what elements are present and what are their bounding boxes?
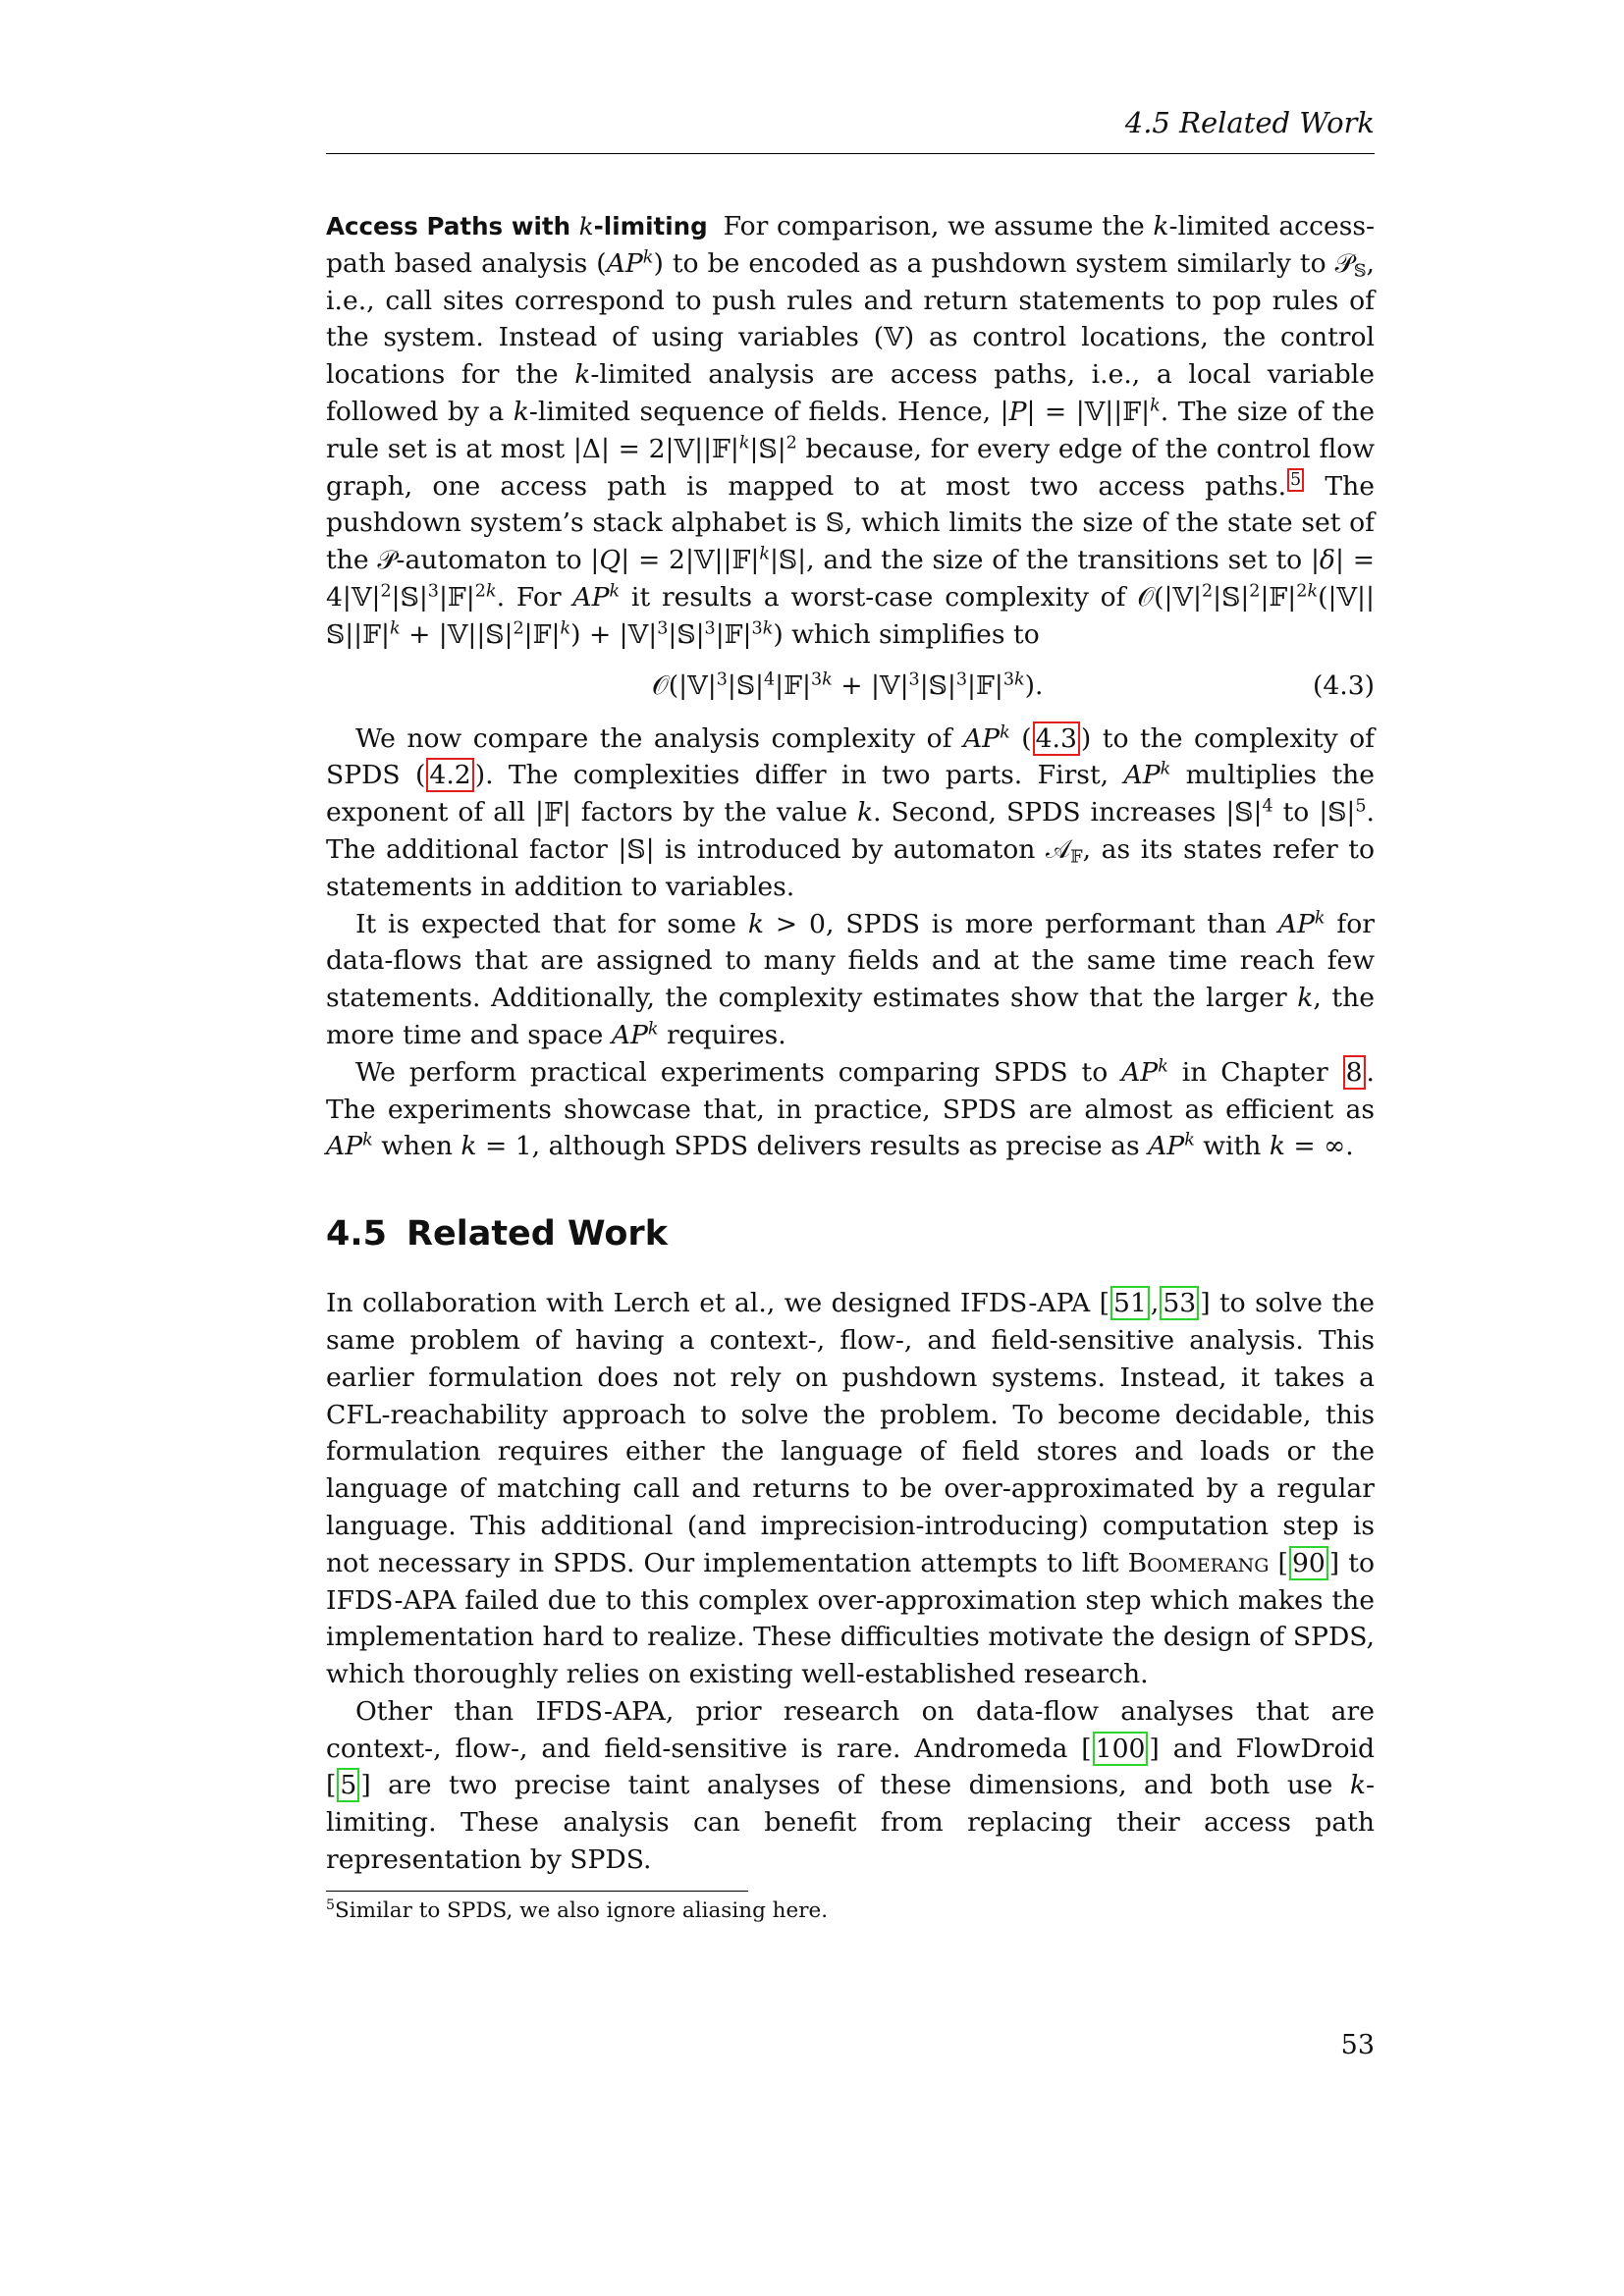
eq-ref-4-2[interactable]: 4.2	[426, 758, 473, 792]
equation-number: (4.3)	[1312, 669, 1375, 701]
paragraph-experiments: We perform practical experiments comparing SPDS to $AP^k$ in Chapter 8 . The experiments showcase that, in practice, SPDS are almost as efficient as $AP^k$ when k = 1, although SPDS delivers results as precise as $AP^k$ with k = ∞.	[326, 1056, 1375, 1162]
running-header: 4.5 Related Work	[1124, 106, 1375, 139]
citation-5[interactable]: 5	[337, 1768, 359, 1802]
paragraph-compare: We now compare the analysis complexity of $AP^k$ ( 4.3 ) to the complexity of SPDS ( 4.2 ). The complexities differ in two parts. First, $AP^k$ multiplies the exponent of all |𝔽| factors by the value k. Second, SPDS increases $|𝕊|^4$ to $|𝕊|^5$. The additional factor |𝕊| is introduced by automaton 𝒜$_𝔽$, as its states refer to statements in addition to variables.	[326, 721, 1376, 902]
footnote-text: Similar to SPDS, we also ignore aliasing here.	[335, 1898, 829, 1923]
footnote-rule	[326, 1891, 748, 1892]
equation-4-3	[326, 667, 1375, 707]
page-number: 53	[1340, 2030, 1375, 2060]
footnote	[326, 1896, 828, 1926]
citation-90[interactable]: 90	[1289, 1546, 1328, 1580]
eq-ref-4-3[interactable]: 4.3	[1033, 721, 1080, 756]
section-title: Related Work	[406, 1214, 668, 1255]
footnote-mark: 5	[326, 1897, 336, 1914]
section-heading	[326, 1212, 1375, 1255]
paragraph-related-1: In collaboration with Lerch et al., we designed IFDS-APA [ 51 , 53 ] to solve the same problem of having a context-, flow-, and field-sensitive analysis. This earlier formulation does not rely on pushdown systems. Instead, it takes a CFL-reachability approach to solve the problem. To become decidable, this formulation requires either the language of field stores and loads or the language of matching call and returns to be over-approximated by a regular language. This additional (and imprecision-introducing) computation step is not necessary in SPDS. Our implementation attempts to lift Boomerang [ 90 ] to IFDS-APA failed due to this complex over-approximation step which makes the implementation hard to realize. These difficulties motivate the design of SPDS, which thoroughly relies on existing well-established research.	[326, 1288, 1375, 1690]
paragraph-related-2: Other than IFDS-APA, prior research on data-flow analyses that are context-, flow-, and field-sensitive is rare. Andromeda [ 100 ] and FlowDroid [ 5 ] are two precise taint analyses of these dimensions, and both use k-limiting. These analysis can benefit from replacing their access path representation by SPDS.	[326, 1695, 1375, 1876]
header-rule	[326, 153, 1375, 154]
citation-53[interactable]: 53	[1160, 1286, 1199, 1320]
runin-heading: Access Paths with k-limiting	[326, 212, 708, 240]
section-number: 4.5	[326, 1214, 388, 1255]
equation-body: $𝒪(|𝕍|^3|𝕊|^4|𝔽|^{3k}$ + $|𝕍|^3|𝕊|^3|𝔽|^{3k}$).	[652, 668, 1044, 701]
chapter-ref-8[interactable]: 8	[1343, 1055, 1366, 1090]
paragraph-access-paths: Access Paths with k-limiting For comparison, we assume the k-limited access-path based analysis $(AP^k)$ to be encoded as a pushdown system similarly to 𝒫$_𝕊$, i.e., call sites correspond to push rules and return statements to pop rules of the system. Instead of using variables (𝕍) as control locations, the control locations for the k-limited analysis are access paths, i.e., a local variable followed by a k-limited sequence of fields. Hence, $|P| = |𝕍||𝔽|^k$. The size of the rule set is at most $|\Delta| = 2|𝕍||𝔽|^k|𝕊|^2$ because, for every edge of the control flow graph, one access path is mapped to at most two access paths. $^5$ The pushdown system’s stack alphabet is 𝕊, which limits the size of the state set of the 𝒫-automaton to $|Q| = 2|𝕍||𝔽|^k|𝕊|$, and the size of the transitions set to $|\delta| = 4|𝕍|^2|𝕊|^3|𝔽|^{2k}$. For $AP^k$ it results a worst-case complexity of $𝒪(|𝕍|^2|𝕊|^2|𝔽|^{2k}(|𝕍||𝕊||𝔽|^k$ + $|𝕍||𝕊|^2|𝔽|^k$) + $|𝕍|^3|𝕊|^3|𝔽|^{3k}$) which simplifies to	[326, 211, 1376, 650]
citation-51[interactable]: 51	[1110, 1286, 1150, 1320]
paragraph-expected: It is expected that for some k > 0, SPDS is more performant than $AP^k$ for data-flows that are assigned to many fields and at the same time reach few statements. Additionally, the complexity estimates show that the larger k, the more time and space $AP^k$ requires.	[326, 907, 1375, 1050]
citation-100[interactable]: 100	[1093, 1732, 1149, 1766]
footnote-ref-5[interactable]: 5	[1287, 468, 1304, 492]
body-text	[326, 208, 1375, 1879]
